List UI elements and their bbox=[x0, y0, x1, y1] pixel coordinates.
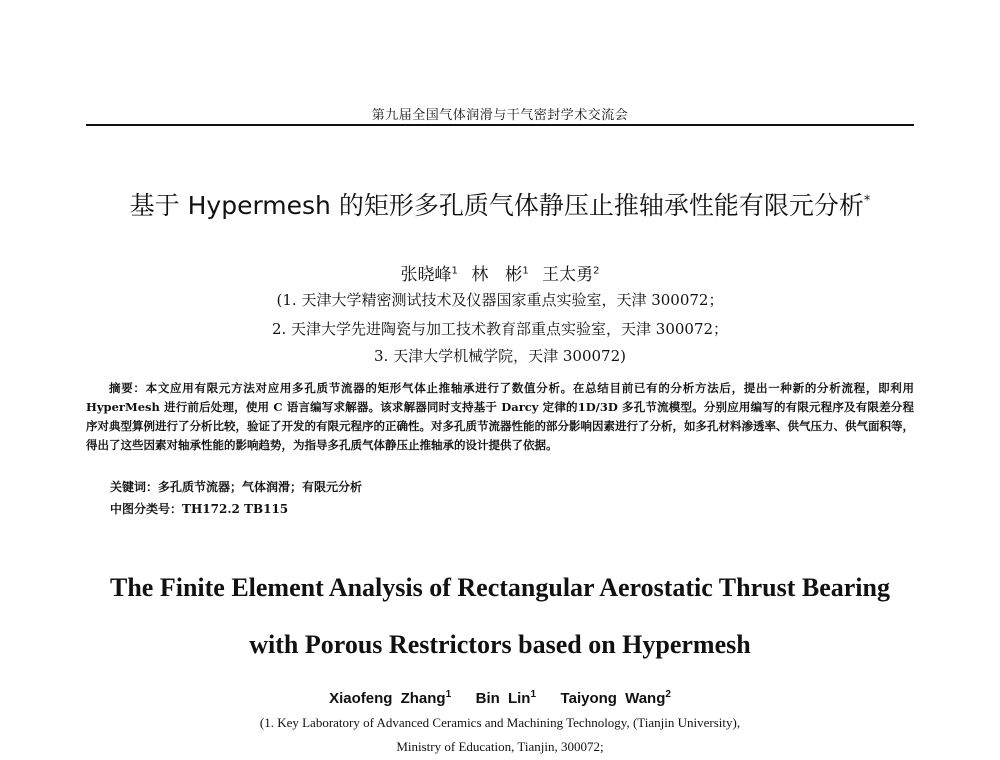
keywords-text: 多孔质节流器；气体润滑；有限元分析 bbox=[158, 480, 363, 494]
author-cn bbox=[471, 265, 528, 285]
abstract bbox=[86, 379, 914, 455]
author-en bbox=[561, 690, 671, 707]
affiliation-en-1: (1. Key Laboratory of Advanced Ceramics and Machining Technology, (Tianjin University), bbox=[259, 715, 741, 730]
running-header: 第九届全国气体润滑与干气密封学术交流会 bbox=[371, 108, 629, 123]
author-name: Xiaofeng Zhang bbox=[329, 690, 446, 707]
keywords bbox=[110, 478, 362, 495]
author-name: 王太勇 bbox=[542, 265, 594, 285]
affiliation-cn-2: 2. 天津大学先进陶瓷与加工技术教育部重点实验室，天津 300072； bbox=[271, 320, 729, 338]
author-name: 张晓峰 bbox=[400, 265, 452, 285]
chinese-authors bbox=[0, 260, 1000, 285]
author-en bbox=[329, 690, 451, 707]
author-name: 林 彬 bbox=[471, 265, 523, 285]
author-name: Taiyong Wang bbox=[560, 690, 666, 707]
classification-text: TH172.2 TB115 bbox=[182, 502, 289, 516]
chinese-title-text: 基于 Hypermesh 的矩形多孔质气体静压止推轴承性能有限元分析 bbox=[129, 191, 864, 220]
author-en bbox=[476, 690, 536, 707]
author-affil-mark: 1 bbox=[530, 689, 537, 700]
author-affil-mark: 2 bbox=[593, 265, 600, 277]
classification-number bbox=[110, 500, 288, 517]
english-title-line-1: The Finite Element Analysis of Rectangular Aerostatic Thrust Bearing bbox=[110, 573, 890, 602]
author-cn bbox=[542, 265, 599, 285]
affiliation-en-2: Ministry of Education, Tianjin, 300072; bbox=[396, 739, 604, 754]
classification-label: 中图分类号： bbox=[110, 502, 183, 516]
english-authors bbox=[0, 689, 1000, 707]
affiliation-cn-1: (1. 天津大学精密测试技术及仪器国家重点实验室，天津 300072； bbox=[276, 291, 724, 309]
chinese-title bbox=[0, 186, 1000, 222]
author-name: Bin Lin bbox=[475, 690, 531, 707]
abstract-label: 摘要： bbox=[109, 381, 146, 395]
affiliation-cn-3: 3. 天津大学机械学院，天津 300072) bbox=[374, 347, 626, 365]
author-affil-mark: 1 bbox=[451, 265, 458, 277]
header-rule bbox=[86, 124, 914, 126]
author-cn bbox=[401, 265, 458, 285]
keywords-label: 关键词： bbox=[110, 480, 159, 494]
english-title-line-2: with Porous Restrictors based on Hypermesh bbox=[249, 630, 751, 659]
author-affil-mark: 1 bbox=[445, 689, 452, 700]
author-affil-mark: 2 bbox=[665, 689, 671, 700]
title-footnote-mark: * bbox=[863, 193, 871, 209]
author-affil-mark: 1 bbox=[522, 265, 529, 277]
abstract-text: 本文应用有限元方法对应用多孔质节流器的矩形气体止推轴承进行了数值分析。在总结目前已有的分析方法后，提出一种新的分析流程，即利用 HyperMesh 进行前后处理，使用 C 语言编写求解器。该求解器同时支持基于 Darcy 定律的1D/3D 多孔节流模型。分别应用编写的有限元程序及有限差分程序对典型算例进行了分析比较，验证了开发的有限元程序的正确性。对多孔质节流器性能的部分影响因素进行了分析，如多孔材料渗透率、供气压力、供气面积等，得出了这些因素对轴承性能的影响趋势，为指导多孔质气体静压止推轴承的设计提供了依据。 bbox=[86, 381, 914, 452]
